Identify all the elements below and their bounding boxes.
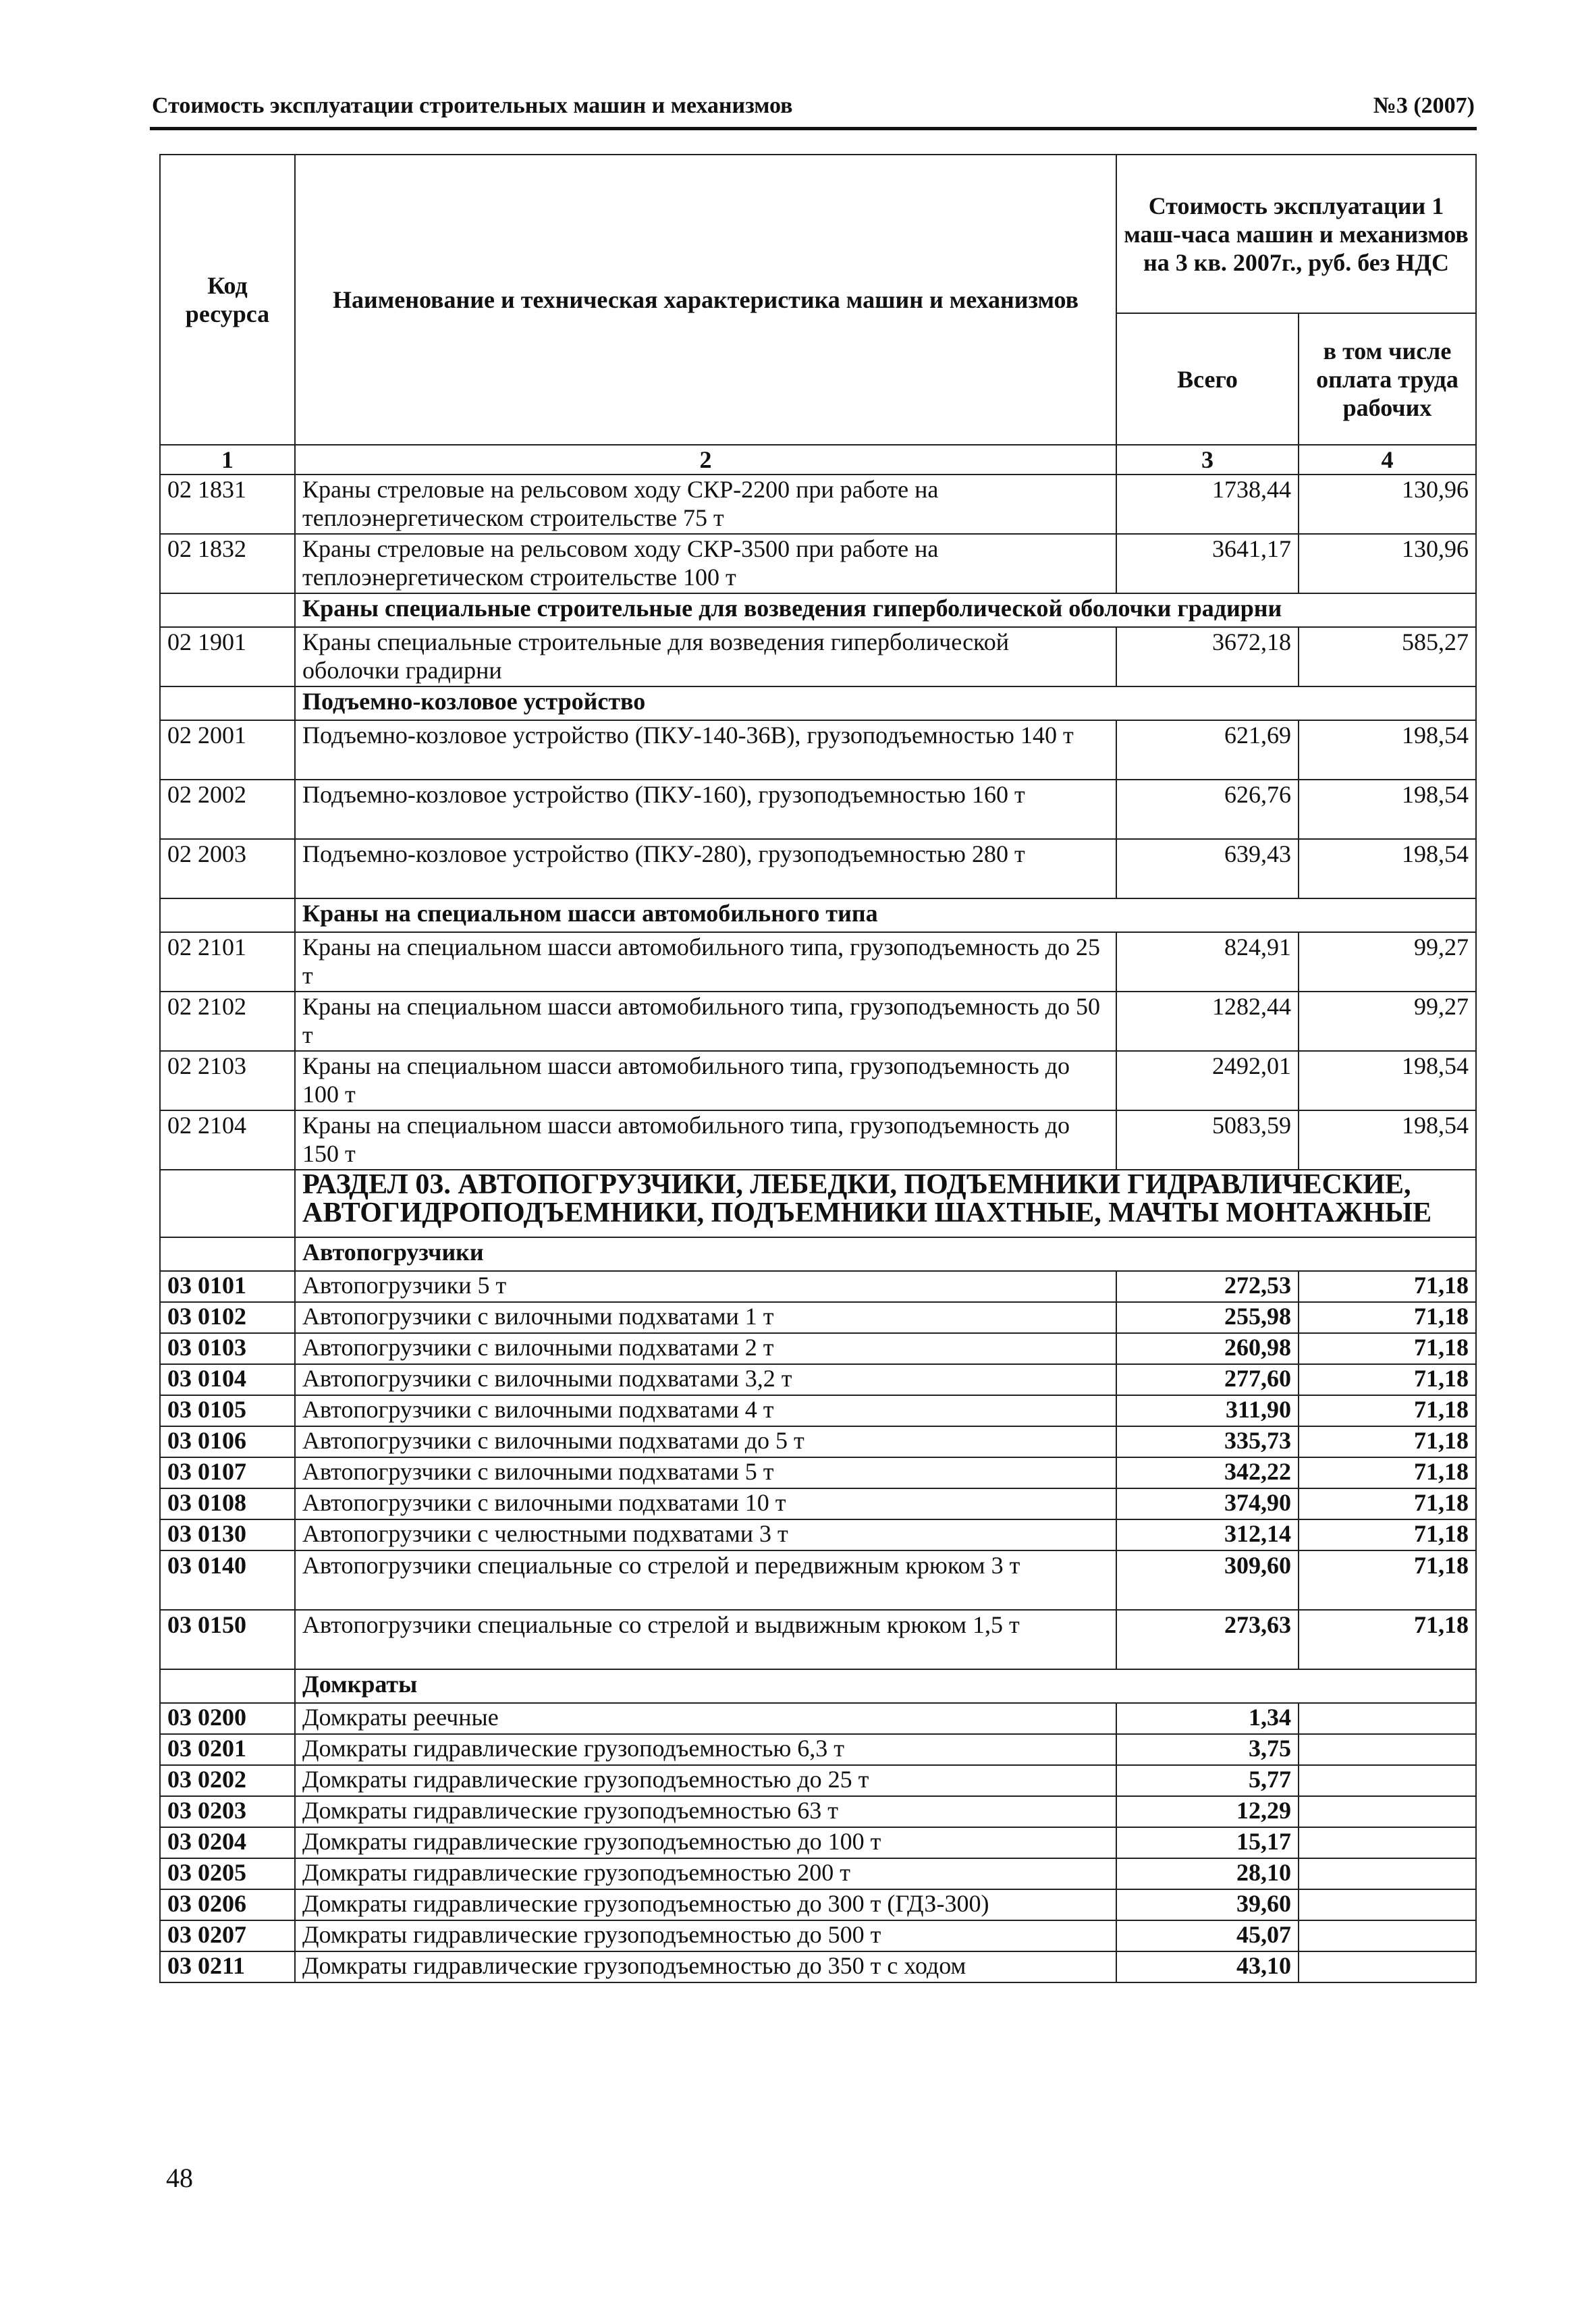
machine-name: Подъемно-козловое устройство (ПКУ-160), грузоподъемностью 160 т <box>295 780 1116 839</box>
cost-total: 309,60 <box>1116 1550 1299 1610</box>
resource-code: 03 0105 <box>160 1395 295 1426</box>
cost-total: 260,98 <box>1116 1333 1299 1364</box>
cost-table <box>159 154 1477 1983</box>
resource-code: 02 2102 <box>160 992 295 1051</box>
machine-name: Автопогрузчики с вилочными подхватами 1 т <box>295 1302 1116 1333</box>
cost-labor: 130,96 <box>1299 475 1476 534</box>
resource-code: 03 0201 <box>160 1734 295 1765</box>
page-number: 48 <box>166 2163 193 2193</box>
resource-code: 03 0130 <box>160 1519 295 1550</box>
machine-name: Домкраты гидравлические грузоподъемностью до 25 т <box>295 1765 1116 1796</box>
cost-labor: 585,27 <box>1299 627 1476 686</box>
running-title: Стоимость эксплуатации строительных машин и механизмов <box>152 93 793 118</box>
cost-total: 43,10 <box>1116 1951 1299 1982</box>
empty-code-cell <box>160 593 295 627</box>
resource-code: 03 0204 <box>160 1827 295 1858</box>
cost-total: 1,34 <box>1116 1703 1299 1734</box>
cost-total: 342,22 <box>1116 1457 1299 1488</box>
col-header-name: Наименование и техническая характеристика машин и механизмов <box>295 155 1116 445</box>
table-row <box>160 534 1476 593</box>
col-header-total: Всего <box>1116 313 1299 445</box>
empty-code-cell <box>160 898 295 932</box>
cost-labor <box>1299 1889 1476 1920</box>
empty-code-cell <box>160 686 295 720</box>
empty-code-cell <box>160 1170 295 1237</box>
table-row <box>160 932 1476 992</box>
cost-labor: 71,18 <box>1299 1550 1476 1610</box>
cost-labor: 71,18 <box>1299 1395 1476 1426</box>
chapter-title: РАЗДЕЛ 03. АВТОПОГРУЗЧИКИ, ЛЕБЕДКИ, ПОДЪЕМНИКИ ГИДРАВЛИЧЕСКИЕ, АВТОГИДРОПОДЪЕМНИКИ, ПОДЪЕМНИКИ ШАХТНЫЕ, МАЧТЫ МОНТАЖНЫЕ <box>295 1170 1476 1237</box>
cost-labor: 198,54 <box>1299 780 1476 839</box>
col-number-1: 1 <box>160 445 295 475</box>
cost-total: 374,90 <box>1116 1488 1299 1519</box>
resource-code: 03 0200 <box>160 1703 295 1734</box>
machine-name: Домкраты гидравлические грузоподъемностью до 100 т <box>295 1827 1116 1858</box>
cost-labor <box>1299 1951 1476 1982</box>
machine-name: Краны стреловые на рельсовом ходу СКР-3500 при работе на теплоэнергетическом строительстве 100 т <box>295 534 1116 593</box>
cost-total: 1282,44 <box>1116 992 1299 1051</box>
col-header-cost: Стоимость эксплуатации 1 маш-часа машин и механизмов на 3 кв. 2007г., руб. без НДС <box>1116 155 1476 313</box>
header-rule <box>150 127 1477 130</box>
resource-code: 03 0107 <box>160 1457 295 1488</box>
machine-name: Автопогрузчики с вилочными подхватами 4 т <box>295 1395 1116 1426</box>
machine-name: Домкраты гидравлические грузоподъемностью 63 т <box>295 1796 1116 1827</box>
table-row <box>160 1796 1476 1827</box>
machine-name: Домкраты гидравлические грузоподъемностью до 300 т (ГДЗ-300) <box>295 1889 1116 1920</box>
resource-code: 03 0203 <box>160 1796 295 1827</box>
empty-code-cell <box>160 1669 295 1703</box>
cost-labor: 71,18 <box>1299 1333 1476 1364</box>
table-row <box>160 1920 1476 1951</box>
running-header <box>152 93 1475 124</box>
machine-name: Автопогрузчики с челюстными подхватами 3 т <box>295 1519 1116 1550</box>
machine-name: Подъемно-козловое устройство (ПКУ-280), грузоподъемностью 280 т <box>295 839 1116 898</box>
col-header-labor: в том числе оплата труда рабочих <box>1299 313 1476 445</box>
resource-code: 02 2003 <box>160 839 295 898</box>
cost-labor <box>1299 1796 1476 1827</box>
machine-name: Домкраты гидравлические грузоподъемностью 6,3 т <box>295 1734 1116 1765</box>
cost-labor <box>1299 1920 1476 1951</box>
table-row <box>160 1271 1476 1302</box>
resource-code: 02 2101 <box>160 932 295 992</box>
resource-code: 02 1831 <box>160 475 295 534</box>
cost-total: 28,10 <box>1116 1858 1299 1889</box>
section-title: Автопогрузчики <box>295 1237 1476 1271</box>
cost-total: 311,90 <box>1116 1395 1299 1426</box>
cost-labor <box>1299 1858 1476 1889</box>
cost-total: 621,69 <box>1116 720 1299 780</box>
section-title: Подъемно-козловое устройство <box>295 686 1476 720</box>
cost-labor <box>1299 1827 1476 1858</box>
cost-total: 39,60 <box>1116 1889 1299 1920</box>
resource-code: 02 2104 <box>160 1110 295 1170</box>
resource-code: 03 0207 <box>160 1920 295 1951</box>
resource-code: 03 0104 <box>160 1364 295 1395</box>
table-row <box>160 839 1476 898</box>
machine-name: Автопогрузчики с вилочными подхватами 3,2 т <box>295 1364 1116 1395</box>
table-row <box>160 1858 1476 1889</box>
cost-total: 1738,44 <box>1116 475 1299 534</box>
machine-name: Автопогрузчики 5 т <box>295 1271 1116 1302</box>
table-row <box>160 1457 1476 1488</box>
resource-code: 02 2002 <box>160 780 295 839</box>
machine-name: Автопогрузчики с вилочными подхватами 5 т <box>295 1457 1116 1488</box>
machine-name: Подъемно-козловое устройство (ПКУ-140-36В), грузоподъемностью 140 т <box>295 720 1116 780</box>
machine-name: Краны стреловые на рельсовом ходу СКР-2200 при работе на теплоэнергетическом строительстве 75 т <box>295 475 1116 534</box>
cost-total: 45,07 <box>1116 1920 1299 1951</box>
cost-labor: 130,96 <box>1299 534 1476 593</box>
section-row <box>160 593 1476 627</box>
resource-code: 03 0205 <box>160 1858 295 1889</box>
cost-labor: 198,54 <box>1299 720 1476 780</box>
table-row <box>160 1519 1476 1550</box>
table-row <box>160 1488 1476 1519</box>
cost-total: 3672,18 <box>1116 627 1299 686</box>
section-title: Краны на специальном шасси автомобильного типа <box>295 898 1476 932</box>
table-row <box>160 627 1476 686</box>
cost-total: 626,76 <box>1116 780 1299 839</box>
machine-name: Автопогрузчики с вилочными подхватами 10 т <box>295 1488 1116 1519</box>
cost-total: 277,60 <box>1116 1364 1299 1395</box>
cost-labor: 99,27 <box>1299 992 1476 1051</box>
table-row <box>160 475 1476 534</box>
resource-code: 02 1901 <box>160 627 295 686</box>
table-row <box>160 780 1476 839</box>
machine-name: Автопогрузчики с вилочными подхватами до 5 т <box>295 1426 1116 1457</box>
resource-code: 03 0206 <box>160 1889 295 1920</box>
cost-total: 3641,17 <box>1116 534 1299 593</box>
cost-labor <box>1299 1703 1476 1734</box>
cost-total: 255,98 <box>1116 1302 1299 1333</box>
cost-labor: 71,18 <box>1299 1364 1476 1395</box>
machine-name: Автопогрузчики специальные со стрелой и передвижным крюком 3 т <box>295 1550 1116 1610</box>
issue-number: №3 (2007) <box>1373 93 1475 118</box>
resource-code: 03 0140 <box>160 1550 295 1610</box>
cost-labor <box>1299 1734 1476 1765</box>
table-row <box>160 1951 1476 1982</box>
col-number-3: 3 <box>1116 445 1299 475</box>
resource-code: 03 0102 <box>160 1302 295 1333</box>
machine-name: Краны специальные строительные для возведения гиперболической оболочки градирни <box>295 627 1116 686</box>
resource-code: 03 0101 <box>160 1271 295 1302</box>
cost-labor: 71,18 <box>1299 1488 1476 1519</box>
column-number-row <box>160 445 1476 475</box>
table-row <box>160 1889 1476 1920</box>
cost-total: 312,14 <box>1116 1519 1299 1550</box>
resource-code: 03 0108 <box>160 1488 295 1519</box>
table-row <box>160 720 1476 780</box>
cost-total: 824,91 <box>1116 932 1299 992</box>
cost-labor: 198,54 <box>1299 839 1476 898</box>
table-row <box>160 1426 1476 1457</box>
cost-labor: 198,54 <box>1299 1110 1476 1170</box>
table-row <box>160 1110 1476 1170</box>
table-row <box>160 1703 1476 1734</box>
col-header-code: Код ресурса <box>160 155 295 445</box>
cost-labor: 71,18 <box>1299 1457 1476 1488</box>
cost-total: 335,73 <box>1116 1426 1299 1457</box>
col-number-2: 2 <box>295 445 1116 475</box>
cost-total: 272,53 <box>1116 1271 1299 1302</box>
cost-total: 639,43 <box>1116 839 1299 898</box>
table-row <box>160 1734 1476 1765</box>
cost-total: 5083,59 <box>1116 1110 1299 1170</box>
section-row <box>160 1669 1476 1703</box>
table-row <box>160 1765 1476 1796</box>
resource-code: 02 1832 <box>160 534 295 593</box>
chapter-row <box>160 1170 1476 1237</box>
resource-code: 02 2103 <box>160 1051 295 1110</box>
resource-code: 03 0106 <box>160 1426 295 1457</box>
cost-labor: 71,18 <box>1299 1426 1476 1457</box>
table-header-row <box>160 155 1476 313</box>
section-row <box>160 898 1476 932</box>
cost-total: 15,17 <box>1116 1827 1299 1858</box>
cost-labor: 198,54 <box>1299 1051 1476 1110</box>
section-title: Домкраты <box>295 1669 1476 1703</box>
table-row <box>160 1333 1476 1364</box>
machine-name: Краны на специальном шасси автомобильного типа, грузоподъемность до 50 т <box>295 992 1116 1051</box>
table-row <box>160 1364 1476 1395</box>
resource-code: 03 0150 <box>160 1610 295 1669</box>
cost-labor <box>1299 1765 1476 1796</box>
cost-labor: 71,18 <box>1299 1610 1476 1669</box>
cost-labor: 71,18 <box>1299 1302 1476 1333</box>
machine-name: Домкраты реечные <box>295 1703 1116 1734</box>
table-row <box>160 1051 1476 1110</box>
cost-labor: 71,18 <box>1299 1519 1476 1550</box>
machine-name: Домкраты гидравлические грузоподъемностью 200 т <box>295 1858 1116 1889</box>
cost-labor: 99,27 <box>1299 932 1476 992</box>
machine-name: Краны на специальном шасси автомобильного типа, грузоподъемность до 100 т <box>295 1051 1116 1110</box>
table-row <box>160 992 1476 1051</box>
machine-name: Домкраты гидравлические грузоподъемностью до 500 т <box>295 1920 1116 1951</box>
table-row <box>160 1550 1476 1610</box>
cost-total: 3,75 <box>1116 1734 1299 1765</box>
cost-total: 273,63 <box>1116 1610 1299 1669</box>
resource-code: 03 0103 <box>160 1333 295 1364</box>
table-row <box>160 1827 1476 1858</box>
cost-total: 5,77 <box>1116 1765 1299 1796</box>
resource-code: 02 2001 <box>160 720 295 780</box>
section-row <box>160 1237 1476 1271</box>
machine-name: Автопогрузчики специальные со стрелой и выдвижным крюком 1,5 т <box>295 1610 1116 1669</box>
cost-labor: 71,18 <box>1299 1271 1476 1302</box>
machine-name: Краны на специальном шасси автомобильного типа, грузоподъемность до 25 т <box>295 932 1116 992</box>
section-title: Краны специальные строительные для возведения гиперболической оболочки градирни <box>295 593 1476 627</box>
machine-name: Краны на специальном шасси автомобильного типа, грузоподъемность до 150 т <box>295 1110 1116 1170</box>
machine-name: Автопогрузчики с вилочными подхватами 2 т <box>295 1333 1116 1364</box>
table-row <box>160 1395 1476 1426</box>
col-number-4: 4 <box>1299 445 1476 475</box>
cost-total: 2492,01 <box>1116 1051 1299 1110</box>
cost-total: 12,29 <box>1116 1796 1299 1827</box>
machine-name: Домкраты гидравлические грузоподъемностью до 350 т с ходом <box>295 1951 1116 1982</box>
empty-code-cell <box>160 1237 295 1271</box>
table-row <box>160 1610 1476 1669</box>
section-row <box>160 686 1476 720</box>
resource-code: 03 0202 <box>160 1765 295 1796</box>
table-row <box>160 1302 1476 1333</box>
resource-code: 03 0211 <box>160 1951 295 1982</box>
